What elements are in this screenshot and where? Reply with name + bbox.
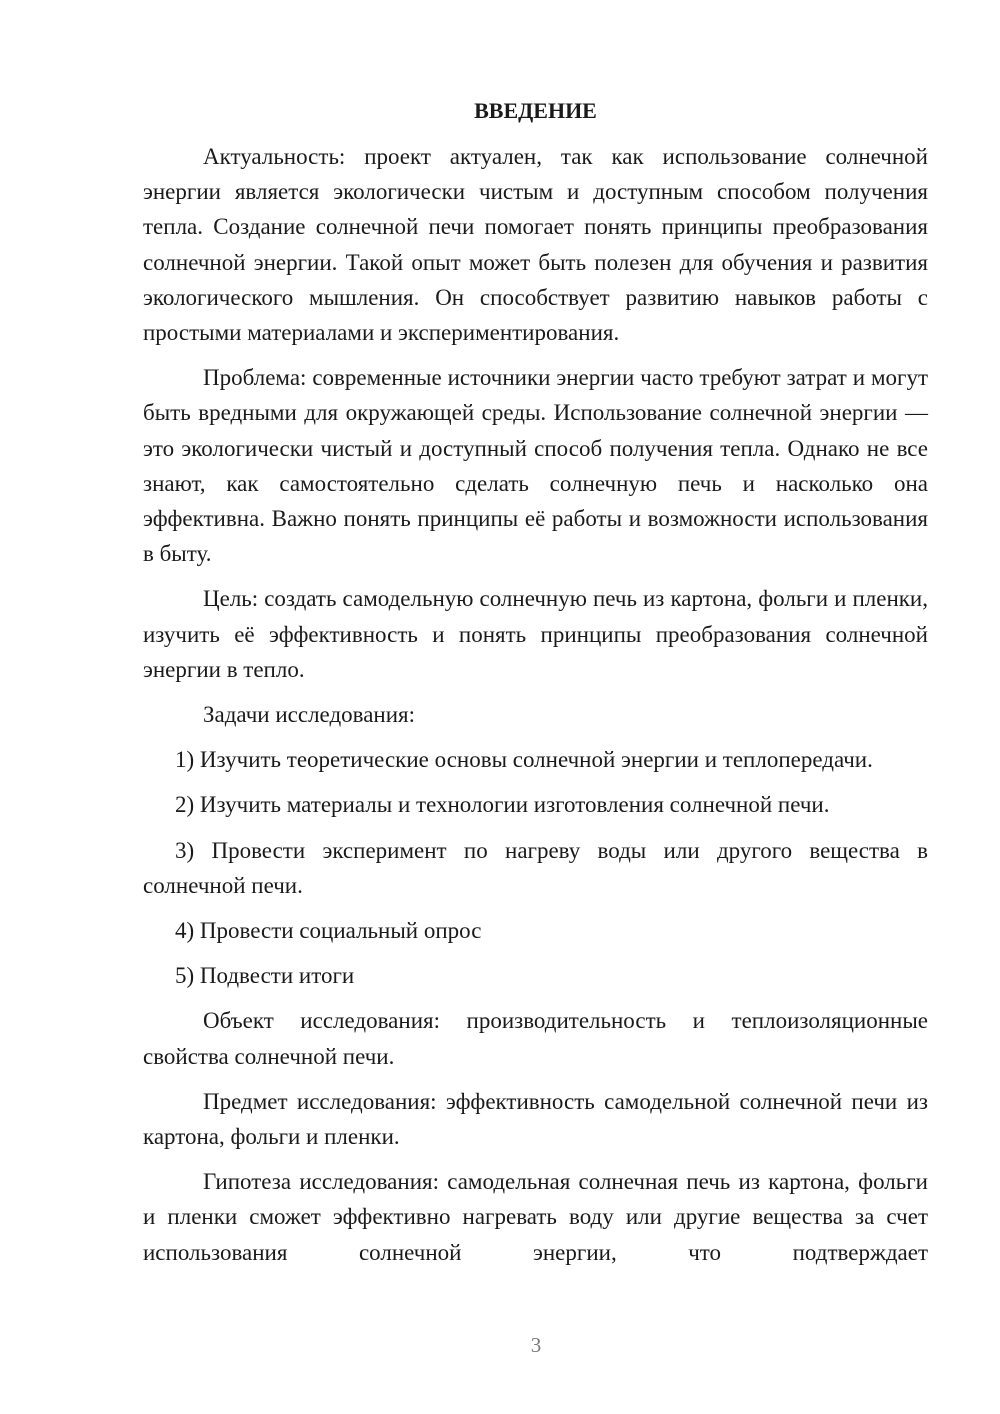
paragraph-goal: Цель: создать самодельную солнечную печь из картона, фольги и пленки, изучить её эффективность и понять принципы преобразования солнечной энергии в тепло. bbox=[143, 586, 928, 682]
paragraph-object: Объект исследования: производительность и теплоизоляционные свойства солнечной печи. bbox=[143, 1008, 928, 1069]
task-item-1: 1) Изучить теоретические основы солнечной энергии и теплопередачи. bbox=[175, 747, 873, 773]
paragraph-hypothesis: Гипотеза исследования: самодельная солнечная печь из картона, фольги и пленки сможет эффективно нагревать воду или другие вещества за счет использования солнечной энергии, что подтверждает bbox=[143, 1169, 928, 1265]
paragraph-relevance: Актуальность: проект актуален, так как использование солнечной энергии является экологически чистым и доступным способом получения тепла. Создание солнечной печи помогает понять принципы преобразования солнечной энергии. Такой опыт может быть полезен для обучения и развития экологического мышления. Он способствует развитию навыков работы с простыми материалами и экспериментирования. bbox=[143, 144, 928, 346]
task-item-4: 4) Провести социальный опрос bbox=[175, 918, 482, 944]
page-content bbox=[143, 95, 928, 1280]
task-item-5: 5) Подвести итоги bbox=[175, 963, 355, 989]
section-title: ВВЕДЕНИЕ bbox=[474, 98, 597, 123]
page-number: 3 bbox=[530, 1333, 542, 1357]
task-item-2: 2) Изучить материалы и технологии изготовления солнечной печи. bbox=[175, 792, 830, 818]
paragraph-subject: Предмет исследования: эффективность самодельной солнечной печи из картона, фольги и пленки. bbox=[143, 1088, 928, 1150]
tasks-heading: Задачи исследования: bbox=[203, 702, 416, 728]
paragraph-problem: Проблема: современные источники энергии часто требуют затрат и могут быть вредными для окружающей среды. Использование солнечной энергии — это экологически чистый и доступный способ получения тепла. Однако не все знают, как самостоятельно сделать солнечную печь и насколько она эффективна. Важно понять принципы её работы и возможности использования в быту. bbox=[143, 365, 928, 567]
task-item-3: 3) Провести эксперимент по нагреву воды или другого вещества в солнечной печи. bbox=[143, 837, 928, 898]
